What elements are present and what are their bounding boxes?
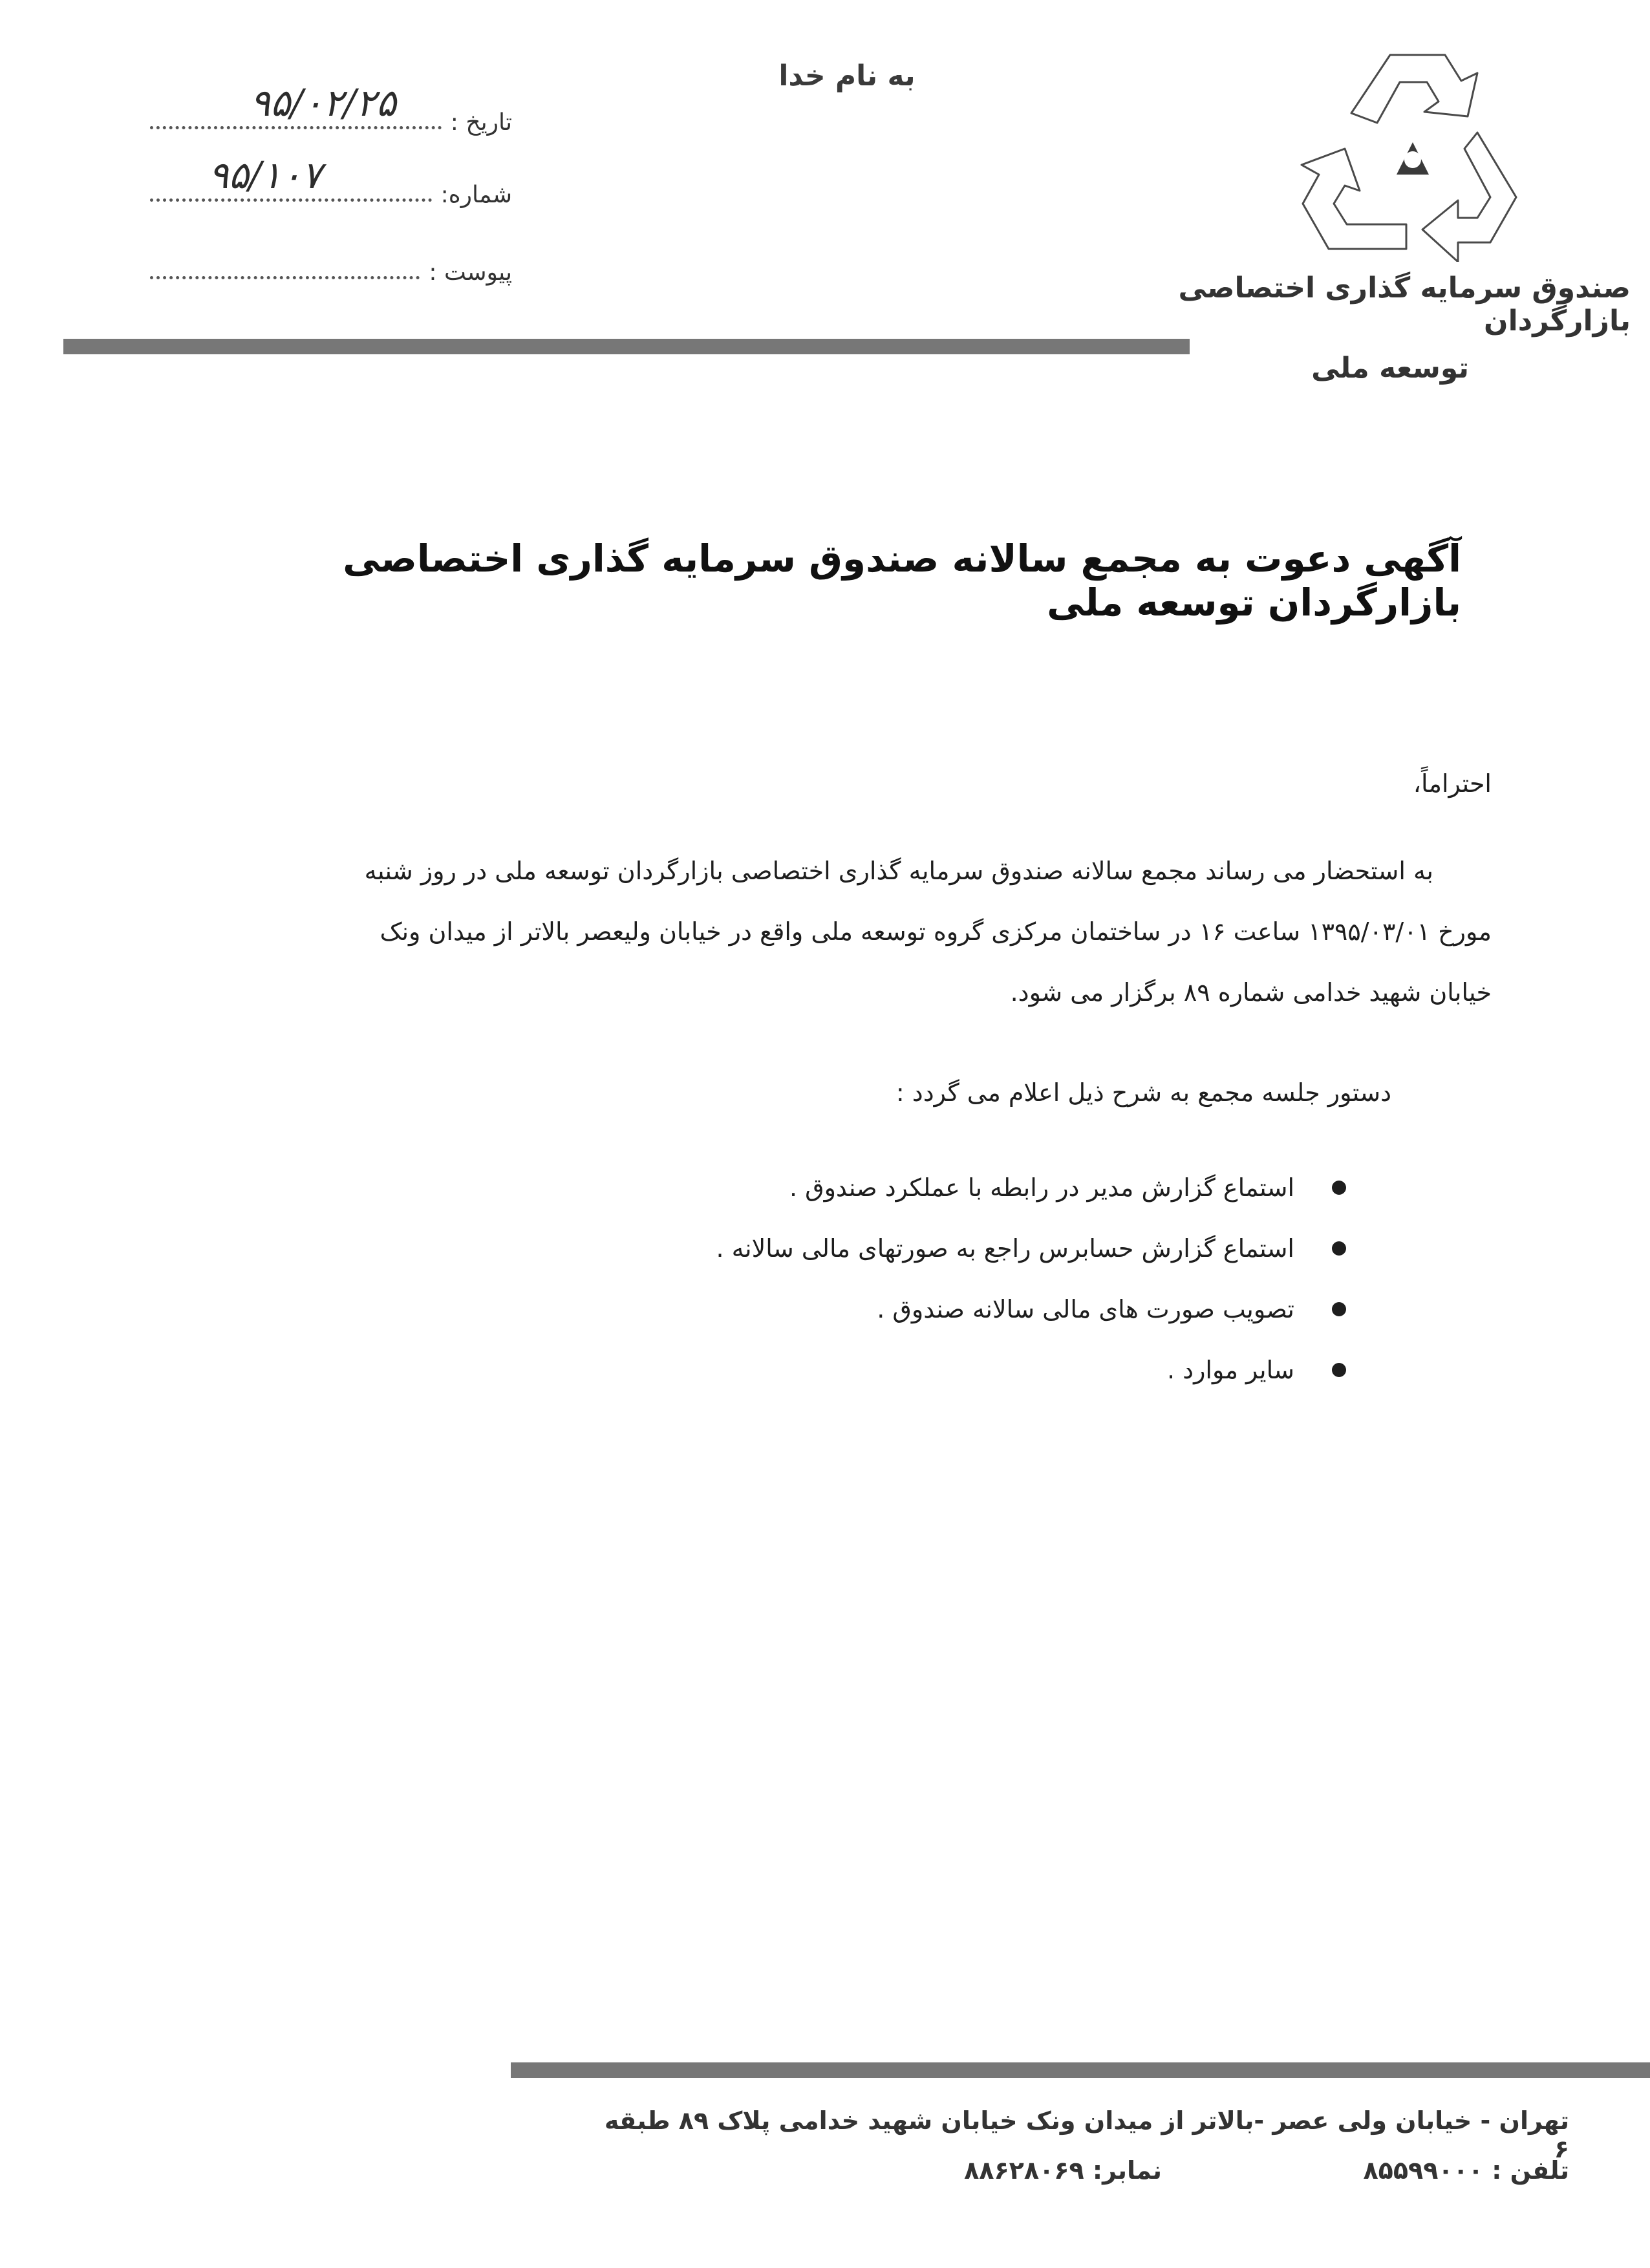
paragraph-line: مورخ ۱۳۹۵/۰۳/۰۱ ساعت ۱۶ در ساختمان مرکزی گروه توسعه ملی واقع در خیابان ولیعصر بالاتر از میدان ونک: [380, 917, 1492, 946]
organization-name-line2: توسعه ملی: [1311, 352, 1469, 385]
salutation: احتراماً،: [1413, 769, 1492, 798]
bullet-icon: [1332, 1363, 1346, 1377]
footer-contacts: [599, 2156, 1569, 2195]
agenda-item: [716, 1279, 1346, 1340]
header-divider: [63, 339, 1190, 354]
date-handwritten-value: ۹۵/۰۲/۲۵: [250, 81, 396, 125]
agenda-list: [716, 1157, 1346, 1400]
date-label: تاریخ :: [450, 109, 512, 136]
attachment-row: [150, 247, 512, 286]
agenda-item-text: استماع گزارش حسابرس راجع به صورتهای مالی سالانه .: [716, 1234, 1294, 1263]
recycle-triangle-logo-icon: [1283, 42, 1542, 262]
bullet-icon: [1332, 1302, 1346, 1316]
footer-phone: تلفن : ۸۵۵۹۹۰۰۰: [1363, 2156, 1569, 2185]
footer-divider: [511, 2062, 1650, 2078]
number-handwritten-value: ۹۵/۱۰۷: [208, 153, 322, 197]
agenda-item: [716, 1218, 1346, 1279]
bullet-icon: [1332, 1181, 1346, 1195]
agenda-item: [716, 1340, 1346, 1400]
attachment-label: پیوست :: [429, 259, 512, 286]
agenda-item-text: استماع گزارش مدیر در رابطه با عملکرد صندوق .: [789, 1173, 1294, 1202]
organization-name-line1: صندوق سرمایه گذاری اختصاصی بازارگردان: [1178, 272, 1631, 337]
number-row: [150, 153, 512, 208]
paragraph-line: خیابان شهید خدامی شماره ۸۹ برگزار می شود.: [1010, 978, 1492, 1007]
notice-title: آگهی دعوت به مجمع سالانه صندوق سرمایه گذاری اختصاصی بازارگردان توسعه ملی: [343, 537, 1461, 625]
footer-address: تهران - خیابان ولی عصر -بالاتر از میدان ونک خیابان شهید خدامی پلاک ۸۹ طبقه ۶: [604, 2106, 1569, 2163]
date-row: [150, 81, 512, 136]
attachment-dotted-line: [150, 276, 420, 279]
bismillah-heading: به نام خدا: [778, 59, 916, 92]
agenda-intro: دستور جلسه مجمع به شرح ذیل اعلام می گردد :: [895, 1078, 1391, 1107]
number-dotted-line: [150, 153, 432, 202]
announcement-paragraph: [224, 840, 1492, 1023]
agenda-item-text: سایر موارد .: [1166, 1356, 1294, 1384]
number-label: شماره:: [440, 182, 512, 208]
footer-fax: نمابر: ۸۸۶۲۸۰۶۹: [964, 2156, 1162, 2185]
bullet-icon: [1332, 1241, 1346, 1256]
organization-name: [1113, 272, 1631, 385]
date-dotted-line: [150, 81, 442, 129]
agenda-item: [716, 1157, 1346, 1218]
agenda-item-text: تصویب صورت های مالی سالانه صندوق .: [877, 1295, 1294, 1323]
paragraph-line: به استحضار می رساند مجمع سالانه صندوق سرمایه گذاری اختصاصی بازارگردان توسعه ملی در روز شنبه: [364, 857, 1433, 885]
